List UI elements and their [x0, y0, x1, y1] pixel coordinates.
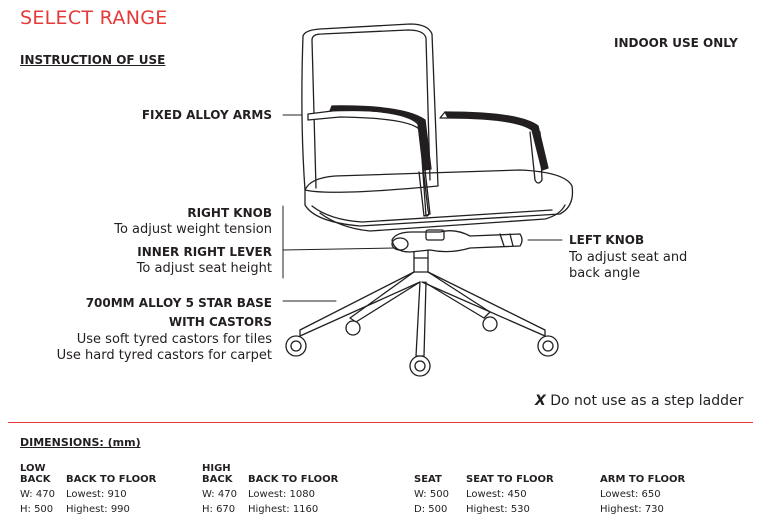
low-back-header: BACK TO FLOOR — [66, 474, 157, 485]
inner-lever-label: INNER RIGHT LEVER — [137, 245, 272, 259]
chair-illustration — [270, 20, 590, 385]
seat-lowest: Lowest: 450 — [466, 489, 527, 500]
seat-name: SEAT — [414, 474, 442, 485]
section-divider — [8, 422, 753, 423]
left-knob-description-line2: back angle — [569, 266, 641, 281]
left-knob-label: LEFT KNOB — [569, 233, 645, 247]
base-description-line2: Use hard tyred castors for carpet — [56, 348, 272, 363]
right-knob-label: RIGHT KNOB — [187, 206, 272, 220]
low-back-height: H: 500 — [20, 504, 54, 515]
low-back-width: W: 470 — [20, 489, 55, 500]
arm-lowest: Lowest: 650 — [600, 489, 661, 500]
high-back-lowest: Lowest: 1080 — [248, 489, 315, 500]
right-knob-description: To adjust weight tension — [114, 222, 272, 237]
arm-header: ARM TO FLOOR — [600, 474, 686, 485]
seat-header: SEAT TO FLOOR — [466, 474, 554, 485]
cross-icon: X — [535, 393, 546, 409]
high-back-highest: Highest: 1160 — [248, 504, 319, 515]
high-back-width: W: 470 — [202, 489, 237, 500]
instruction-heading: INSTRUCTION OF USE — [20, 53, 166, 67]
warning-text: Do not use as a step ladder — [550, 393, 744, 409]
seat-highest: Highest: 530 — [466, 504, 530, 515]
high-back-height: H: 670 — [202, 504, 236, 515]
high-back-header: BACK TO FLOOR — [248, 474, 339, 485]
arm-highest: Highest: 730 — [600, 504, 664, 515]
seat-depth: D: 500 — [414, 504, 448, 515]
low-back-lowest: Lowest: 910 — [66, 489, 127, 500]
left-knob-description-line1: To adjust seat and — [569, 250, 688, 265]
inner-lever-description: To adjust seat height — [136, 261, 272, 276]
low-back-highest: Highest: 990 — [66, 504, 130, 515]
base-description-line1: Use soft tyred castors for tiles — [76, 332, 272, 347]
high-back-name: HIGH BACK — [202, 463, 233, 485]
dimensions-title: DIMENSIONS: (mm) — [20, 436, 141, 449]
warning-note — [535, 393, 743, 409]
base-label-line2: WITH CASTORS — [168, 315, 272, 329]
seat-width: W: 500 — [414, 489, 449, 500]
indoor-use-note: INDOOR USE ONLY — [614, 36, 738, 50]
arms-label: FIXED ALLOY ARMS — [141, 108, 272, 122]
page-title: SELECT RANGE — [20, 7, 168, 29]
low-back-name: LOW BACK — [20, 463, 51, 485]
base-label-line1: 700MM ALLOY 5 STAR BASE — [85, 296, 272, 310]
